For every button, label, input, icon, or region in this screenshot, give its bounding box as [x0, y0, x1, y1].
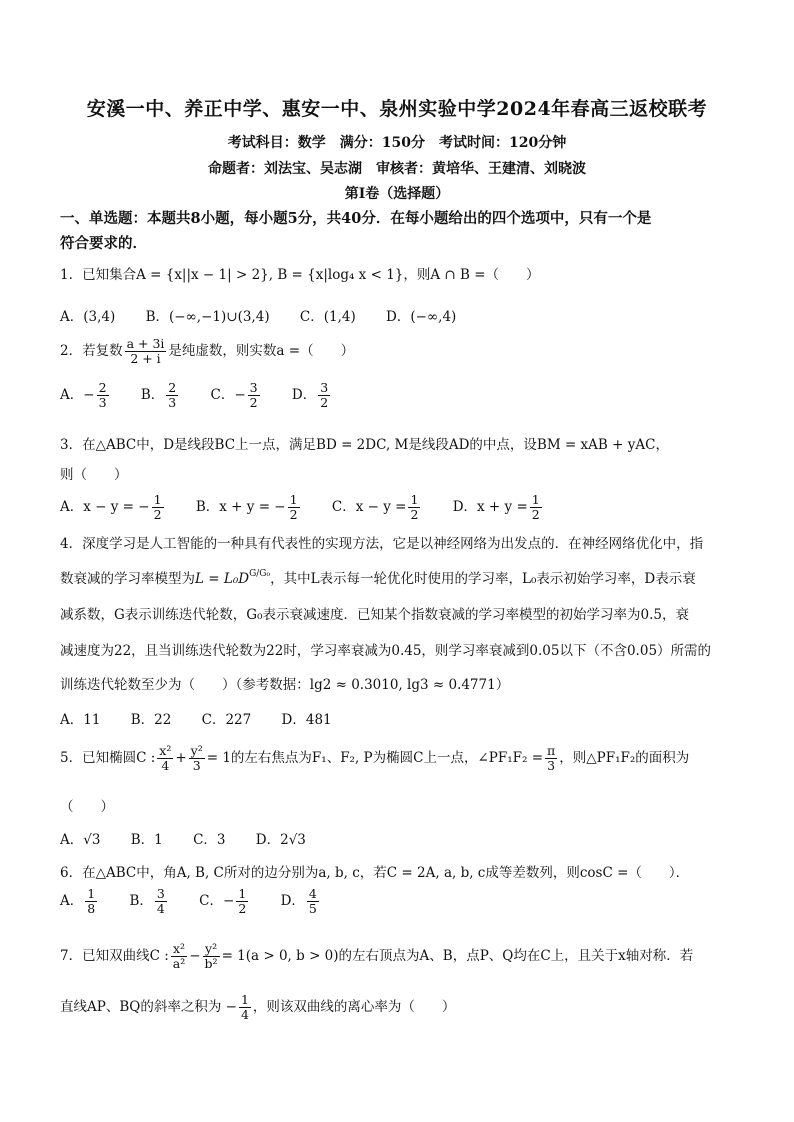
q4-line1: 4．深度学习是人工智能的一种具有代表性的实现方法，它是以神经网络为出发点的．在神经网络优化中，指 [60, 536, 704, 552]
q5-option-d[interactable]: D．2√3 [255, 832, 306, 848]
q4-option-d[interactable]: D．481 [281, 712, 332, 728]
q6-option-label: B． [129, 893, 153, 909]
q6-option-fraction [155, 887, 167, 916]
q3-option-label: D． [452, 499, 478, 515]
q2-option-den: 2 [320, 395, 329, 410]
q2-option-num: 2 [98, 380, 107, 395]
q2-option-d[interactable] [292, 381, 332, 410]
section-instructions-line2: 符合要求的． [60, 235, 147, 252]
q3-stem-line2: 则（ ） [60, 467, 128, 483]
q2-numerator: a + 3i [126, 336, 165, 351]
q6-option-c[interactable] [199, 887, 250, 916]
q3-option-c[interactable] [332, 493, 423, 522]
q2-option-sign: − [234, 387, 246, 403]
q6-option-den: 4 [156, 901, 165, 916]
q6-option-num: 3 [156, 886, 165, 901]
q6-option-den: 2 [238, 901, 247, 916]
q2-stem [60, 337, 740, 366]
q6-option-label: A． [60, 893, 84, 909]
q3-option-expr: x + y = − [219, 499, 286, 515]
q3-option-num: 1 [289, 492, 298, 507]
q6-option-num: 4 [308, 886, 317, 901]
q2-option-sign: − [83, 387, 95, 403]
q2-option-b[interactable] [141, 381, 180, 410]
q3-option-num: 1 [410, 492, 419, 507]
q2-option-label: B． [140, 387, 165, 403]
q3-option-expr: x − y = [355, 499, 407, 515]
q3-option-den: 2 [153, 507, 162, 522]
q3-option-fraction [530, 493, 542, 522]
q5-option-b[interactable]: B．1 [130, 832, 163, 848]
q5-line2: （ ） [60, 799, 114, 815]
q1-option-d[interactable]: D．(−∞,4) [386, 309, 457, 325]
q4-line2 [60, 567, 740, 587]
q5-fraction-num: π [547, 743, 556, 758]
q6-option-d[interactable] [281, 887, 321, 916]
q2-fraction [125, 337, 167, 366]
q3-option-den: 2 [289, 507, 298, 522]
q5-options [60, 828, 332, 848]
q3-option-num: 1 [153, 492, 162, 507]
q4-formula: L = L₀D [195, 571, 250, 587]
q2-option-den: 3 [98, 395, 107, 410]
q2-suffix: 是纯虚数，则实数a =（ ） [168, 343, 355, 359]
q5-option-a[interactable]: A．√3 [60, 832, 101, 848]
q6-options [60, 887, 347, 916]
q7-fraction-y [203, 942, 220, 971]
q6-option-label: D． [280, 893, 305, 909]
q3-option-d[interactable] [453, 493, 544, 522]
q4-line2-start: 数衰减的学习率模型为 [60, 571, 195, 587]
q4-option-a[interactable]: A．11 [60, 712, 101, 728]
q7-suffix: = 1(a > 0, b > 0)的左右顶点为A、B，点P、Q均在C上，且关于x轴对称．若 [221, 948, 694, 964]
q6-option-b[interactable] [130, 887, 169, 916]
q4-option-b[interactable]: B．22 [130, 712, 172, 728]
q7-fraction-den: a² [172, 956, 186, 971]
q5-fraction-den: 3 [192, 758, 201, 773]
q2-options [60, 381, 358, 410]
q3-stem-line1: 3．在△ABC中，D是线段BC上一点，满足BD = 2DC, M是线段AD的中点，设BM = xAB + yAC， [60, 437, 669, 453]
q5-fraction-num: y² [190, 743, 203, 758]
q2-option-den: 2 [249, 395, 258, 410]
q1-option-a[interactable]: A．(3,4) [60, 309, 116, 325]
q2-option-label: A． [60, 387, 84, 403]
q7-line2-end: ，则该双曲线的离心率为（ ） [252, 999, 456, 1015]
q4-line3: 减系数，G表示训练迭代轮数，G₀表示衰减速度．已知某个指数衰减的学习率模型的初始学习率为0.5，衰 [60, 607, 689, 623]
section-instructions-line1: 一、单选题：本题共8小题，每小题5分，共40分．在每小题给出的四个选项中，只有一个是 [60, 210, 652, 227]
q3-option-den: 2 [531, 507, 540, 522]
q1-options [60, 305, 482, 325]
q5-option-c[interactable]: C．3 [193, 832, 226, 848]
q5-fraction-den: 4 [161, 758, 170, 773]
q7-fraction-den: b² [204, 956, 218, 971]
q4-option-c[interactable]: C．227 [201, 712, 252, 728]
q7-fraction-slope [239, 993, 251, 1022]
exam-subject-line: 考试科目：数学 满分：150分 考试时间：120分钟 [227, 135, 567, 151]
q3-option-den: 2 [410, 507, 419, 522]
q2-option-den: 3 [168, 395, 177, 410]
q2-option-fraction [166, 381, 178, 410]
q5-fraction-x [157, 744, 173, 773]
q1-stem: 1．已知集合A = {x||x − 1| > 2}, B = {x|log₄ x < 1}，则A ∩ B =（ ） [60, 267, 540, 283]
q6-option-fraction [236, 887, 248, 916]
q4-line5: 训练迭代轮数至少为（ ）（参考数据：lg2 ≈ 0.3010, lg3 ≈ 0.4771） [60, 677, 510, 693]
q7-prefix: 7．已知双曲线C : [60, 948, 169, 964]
q5-stem: 5．已知椭圆C : $\frac{\text{x²}}{4}$ + $\frac{\text{y²}}{3}$ = 1的左右焦点为F₁、F₂, P为椭圆C上一点，∠PF₁F₂ = $\frac{\pi}{3}$ ，则△PF₁F₂的面积为 [60, 743, 690, 773]
q4-line4: 减速度为22，且当训练迭代轮数为22时，学习率衰减为0.45，则学习率衰减到0.05以下（不含0.05）所需的 [60, 643, 712, 659]
q7-fraction-x [171, 942, 187, 971]
q3-option-label: C． [331, 499, 356, 515]
q6-option-fraction [307, 887, 319, 916]
q2-option-fraction [318, 381, 330, 410]
q2-option-label: C． [210, 387, 235, 403]
q6-option-fraction [85, 887, 97, 916]
q6-option-den: 8 [87, 901, 96, 916]
q6-option-sign: − [223, 893, 235, 909]
exam-title: 安溪一中、养正中学、惠安一中、泉州实验中学2024年春高三返校联考 [86, 98, 708, 120]
q7-line2-start: 直线AP、BQ的斜率之积为 − [60, 999, 237, 1015]
q6-stem: 6．在△ABC中，角A, B, C所对的边分别为a, b, c，若C = 2A, a, b, c成等差数列，则cosC =（ ）． [60, 865, 690, 881]
q6-option-label: C． [199, 893, 224, 909]
q2-option-fraction [248, 381, 260, 410]
q6-option-num: 1 [238, 886, 247, 901]
q6-option-den: 5 [308, 901, 317, 916]
q3-options [60, 493, 570, 522]
q3-option-fraction [288, 493, 300, 522]
q3-option-a[interactable] [60, 493, 166, 522]
q7-fraction-num: y² [203, 942, 220, 957]
q6-option-num: 1 [87, 886, 96, 901]
q5-fraction-den: 3 [547, 758, 556, 773]
q2-denominator: 2 + i [130, 351, 161, 366]
q2-option-c[interactable] [210, 381, 261, 410]
q5-suffix: ，则△PF₁F₂的面积为 [559, 750, 690, 766]
q2-option-fraction [97, 381, 109, 410]
q5-fraction-num: x² [159, 743, 172, 758]
q3-option-fraction [408, 493, 420, 522]
q4-options [60, 708, 358, 728]
q7-fraction-num: 1 [240, 992, 249, 1007]
q3-option-label: B． [195, 499, 220, 515]
q2-option-num: 3 [249, 380, 258, 395]
q7-fraction-num: x² [171, 942, 187, 957]
q3-option-fraction [152, 493, 164, 522]
q1-option-b[interactable]: B．(−∞,−1)∪(3,4) [145, 309, 270, 325]
q3-option-expr: x − y = − [83, 499, 150, 515]
q5-mid: = 1的左右焦点为F₁、F₂, P为椭圆C上一点，∠PF₁F₂ = [206, 750, 544, 766]
q3-option-label: A． [60, 499, 84, 515]
q6-option-a[interactable] [60, 887, 99, 916]
q7-line2 [60, 993, 740, 1022]
volume-heading: 第Ⅰ卷（选择题） [344, 186, 450, 202]
q7-fraction-den: 4 [240, 1007, 249, 1022]
q5-fraction-y [189, 744, 205, 773]
q2-prefix: 2．若复数 [60, 343, 123, 359]
q5-prefix: 5．已知椭圆C : [60, 750, 156, 766]
exam-author-line: 命题者：刘法宝、吴志湖 审核者：黄培华、王建清、刘晓波 [208, 161, 586, 177]
q2-option-a[interactable] [60, 381, 111, 410]
q3-option-b[interactable] [196, 493, 302, 522]
q3-option-num: 1 [531, 492, 540, 507]
q2-option-label: D． [291, 387, 317, 403]
q3-option-expr: x + y = [477, 499, 528, 515]
q7-stem: 7．已知双曲线C : $\frac{\text{x²}}{\text{a²}}$ − $\frac{\text{y²}}{\text{b²}}$ = 1(a > 0, b > 0)的左右顶点为A、B，点P、Q均在C上，且关于x轴对称．若 [60, 941, 694, 971]
q1-option-c[interactable]: C．(1,4) [299, 309, 356, 325]
q4-formula-exponent: G/G₀ [249, 569, 271, 579]
q2-option-num: 3 [320, 380, 329, 395]
q4-line2-end: ，其中L表示每一轮优化时使用的学习率，L₀表示初始学习率，D表示衰 [270, 571, 696, 587]
q2-option-num: 2 [168, 380, 177, 395]
q5-fraction-angle [545, 744, 557, 773]
